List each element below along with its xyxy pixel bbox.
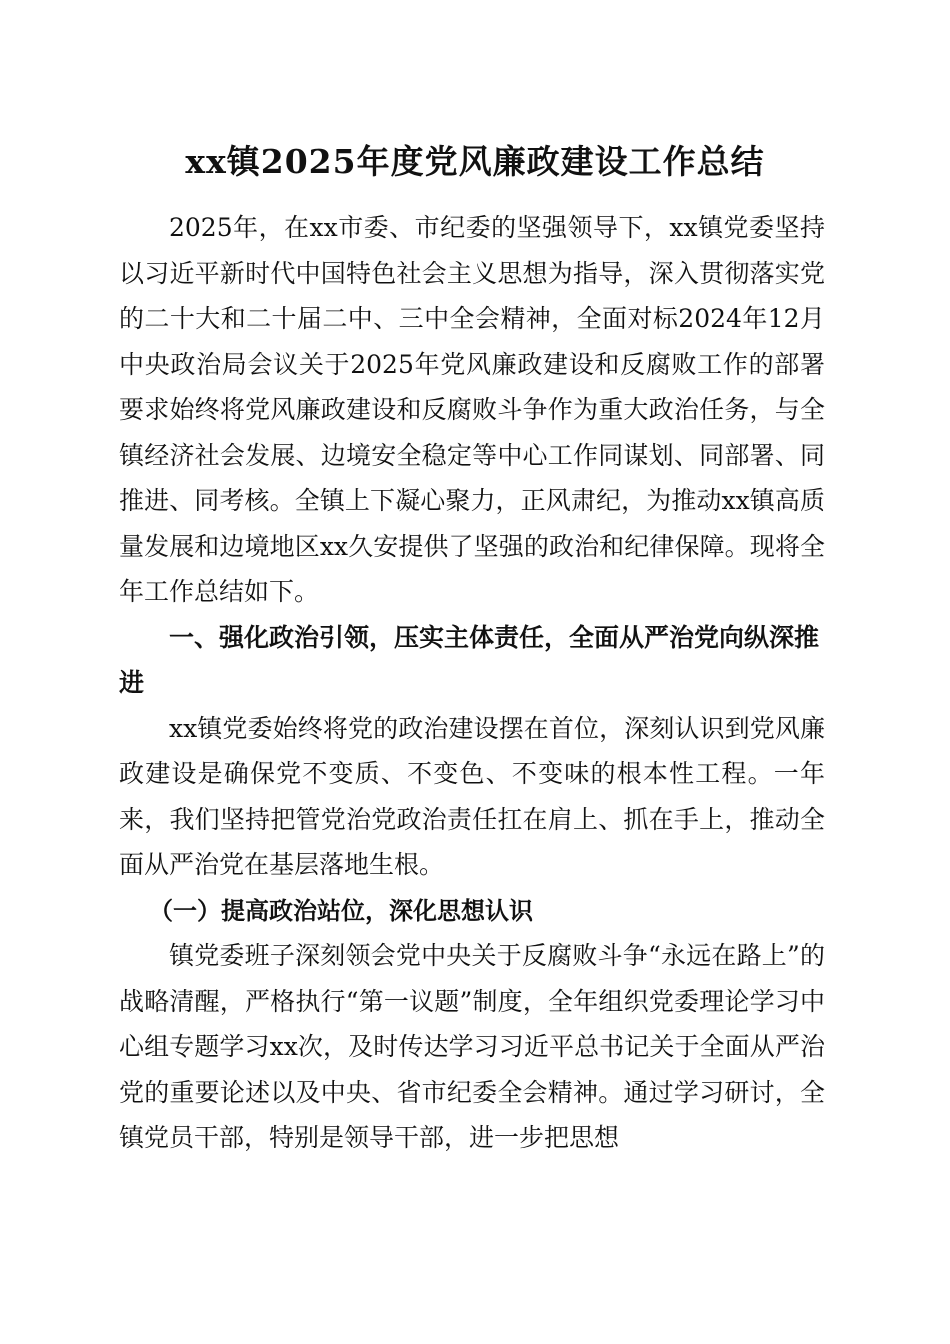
subsection-paragraph: 镇党委班子深刻领会党中央关于反腐败斗争“永远在路上”的战略清醒，严格执行“第一议题”制度，全年组织党委理论学习中心组专题学习xx次，及时传达学习习近平总书记关于全面从严治党的重要论述以及中央、省市纪委全会精神。通过学习研讨，全镇党员干部，特别是领导干部，进一步把思想 [119, 941, 825, 1152]
document-body [119, 205, 825, 1161]
section-paragraph: xx镇党委始终将党的政治建设摆在首位，深刻认识到党风廉政建设是确保党不变质、不变色、不变味的根本性工程。一年来，我们坚持把管党治党政治责任扛在肩上、抓在手上，推动全面从严治党在基层落地生根。 [119, 713, 825, 879]
subsection-heading: （一）提高政治站位，深化思想认识 [149, 895, 533, 925]
intro-paragraph: 2025年，在xx市委、市纪委的坚强领导下，xx镇党委坚持以习近平新时代中国特色社会主义思想为指导，深入贯彻落实党的二十大和二十届二中、三中全会精神，全面对标2024年12月中央政治局会议关于2025年党风廉政建设和反腐败工作的部署要求始终将党风廉政建设和反腐败斗争作为重大政治任务，与全镇经济社会发展、边境安全稳定等中心工作同谋划、同部署、同推进、同考核。全镇上下凝心聚力，正风肃纪，为推动xx镇高质量发展和边境地区xx久安提供了坚强的政治和纪律保障。现将全年工作总结如下。 [119, 213, 825, 606]
document-title: xx镇2025年度党风廉政建设工作总结 [185, 142, 765, 181]
section-heading: 一、强化政治引领，压实主体责任，全面从严治党向纵深推进 [119, 622, 820, 697]
